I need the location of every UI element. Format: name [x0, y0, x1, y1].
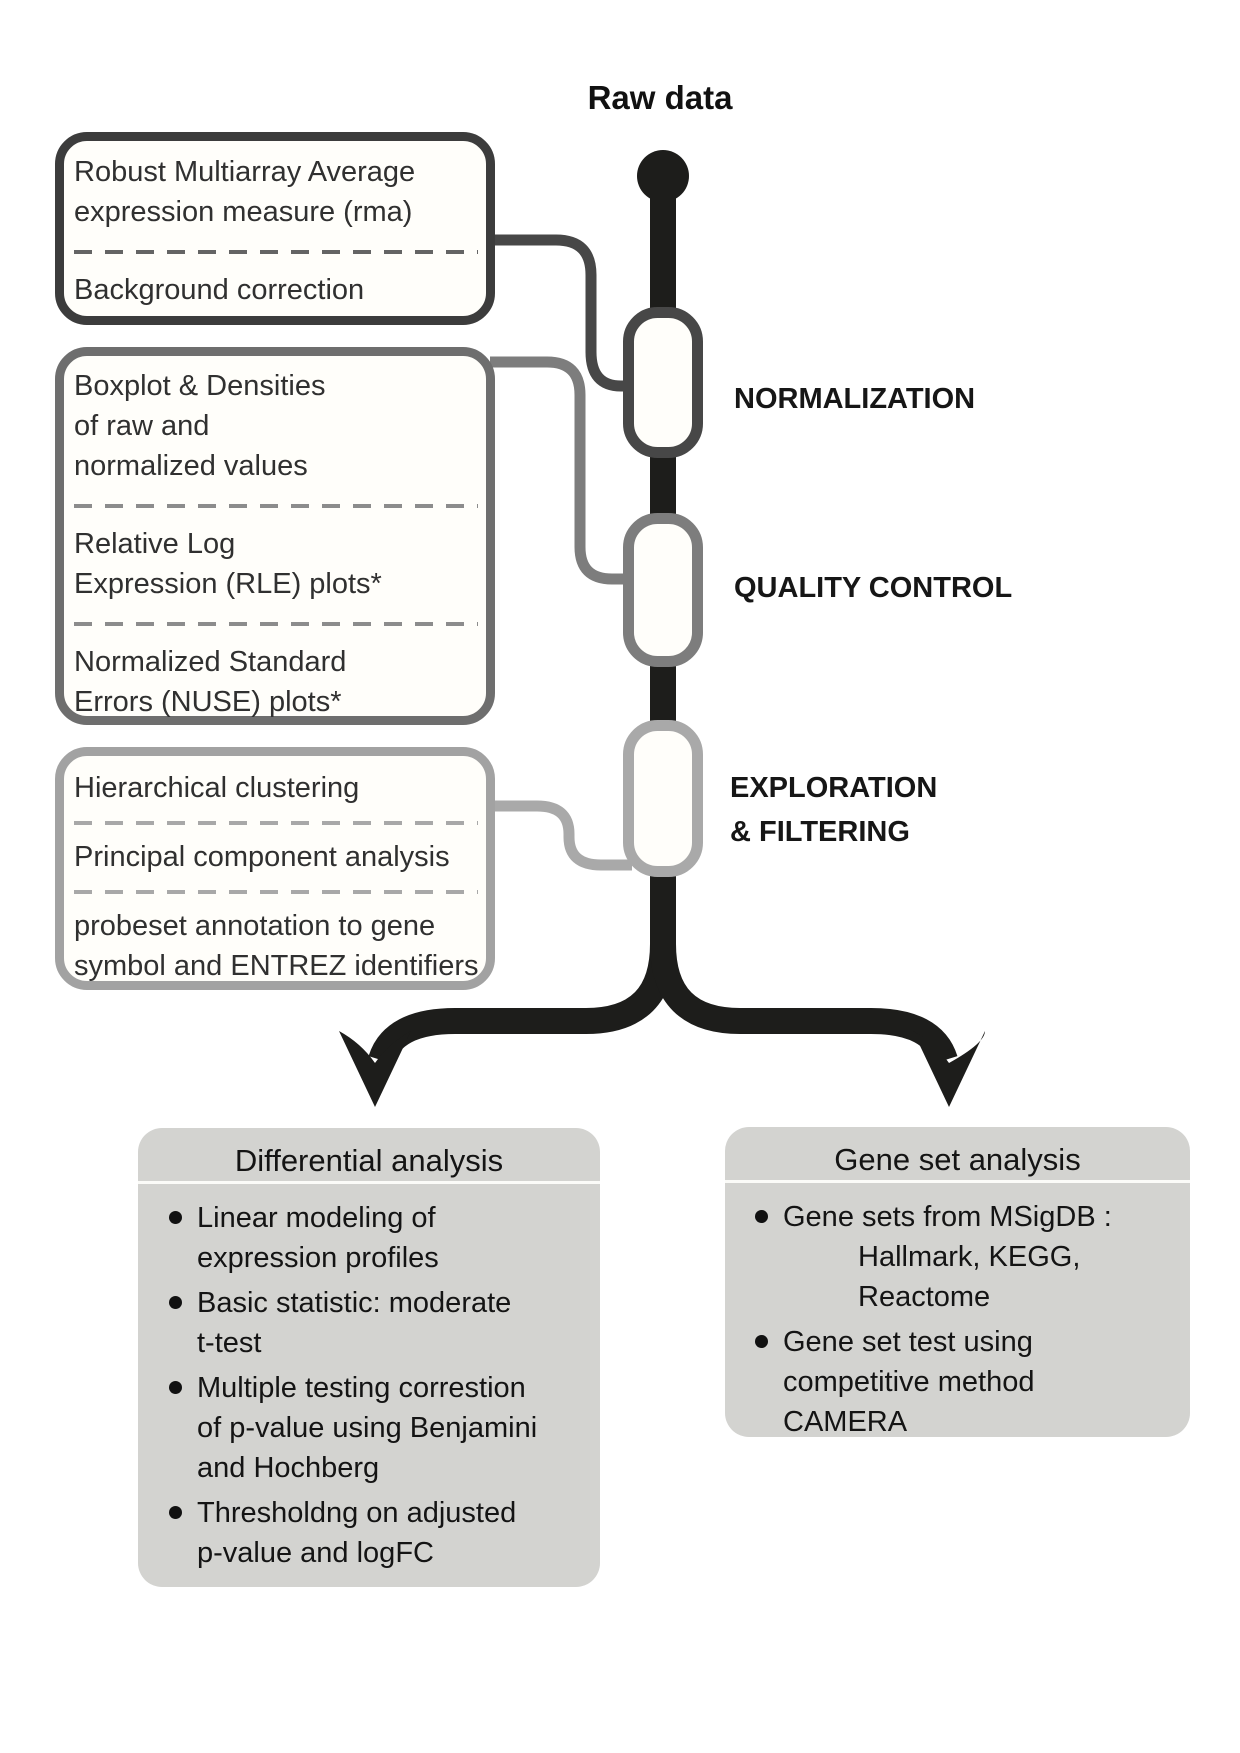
normalization-steps-box — [55, 132, 495, 325]
stage-node-quality-control — [629, 519, 698, 662]
dashed-divider — [74, 821, 478, 825]
bullet-item: Thresholdng on adjusted p-value and logFC — [197, 1493, 594, 1573]
bullet-item: Multiple testing correstion of p-value using Benjamini and Hochberg — [197, 1368, 594, 1488]
stage-node-exploration — [629, 726, 698, 872]
title-separator — [138, 1181, 600, 1184]
bullet-line-indented: Hallmark, KEGG, — [858, 1241, 1081, 1273]
bullet-item — [783, 1197, 1184, 1317]
box-title: Differential analysis — [234, 1143, 504, 1178]
branch-right-arm — [663, 862, 945, 1060]
box-title: Gene set analysis — [834, 1142, 1081, 1177]
pipeline-step: Background correction — [74, 274, 365, 306]
dashed-divider — [74, 250, 478, 254]
dashed-divider — [74, 504, 478, 508]
connector-quality-control — [490, 362, 632, 579]
pipeline-step: Principal component analysis — [74, 841, 450, 873]
gene-set-analysis-box — [725, 1127, 1190, 1437]
stage-label-normalization: NORMALIZATION — [734, 383, 976, 415]
pipeline-step: Boxplot & Densities of raw and normalized values — [74, 370, 326, 482]
stage-label-quality-control: QUALITY CONTROL — [734, 572, 1013, 604]
title-separator — [725, 1180, 1190, 1183]
connector-exploration — [486, 806, 632, 865]
dashed-divider — [74, 622, 478, 626]
raw-data-label: Raw data — [587, 79, 733, 116]
bullet-line: Gene sets from MSigDB : — [783, 1201, 1112, 1233]
bullet-list — [725, 1197, 1190, 1442]
pipeline-step: Normalized Standard Errors (NUSE) plots* — [74, 646, 347, 718]
bullet-list — [138, 1198, 600, 1573]
pipeline-step: probeset annotation to gene symbol and ENTREZ identifiers — [74, 910, 479, 982]
bullet-item: Gene set test using competitive method CAMERA — [783, 1322, 1184, 1442]
stage-label-exploration: EXPLORATION & FILTERING — [730, 772, 938, 848]
bullet-line-indented: Reactome — [858, 1281, 991, 1313]
exploration-steps-box — [55, 747, 495, 990]
pipeline-step: Robust Multiarray Average expression measure (rma) — [74, 156, 416, 228]
pipeline-step: Relative Log Expression (RLE) plots* — [74, 528, 382, 600]
bullet-item: Linear modeling of expression profiles — [197, 1198, 594, 1278]
dashed-divider — [74, 890, 478, 894]
quality-control-steps-box — [55, 347, 495, 725]
bullet-item: Basic statistic: moderate t-test — [197, 1283, 594, 1363]
stage-node-normalization — [629, 313, 698, 453]
differential-analysis-box — [138, 1128, 600, 1587]
pipeline-step: Hierarchical clustering — [74, 772, 360, 804]
